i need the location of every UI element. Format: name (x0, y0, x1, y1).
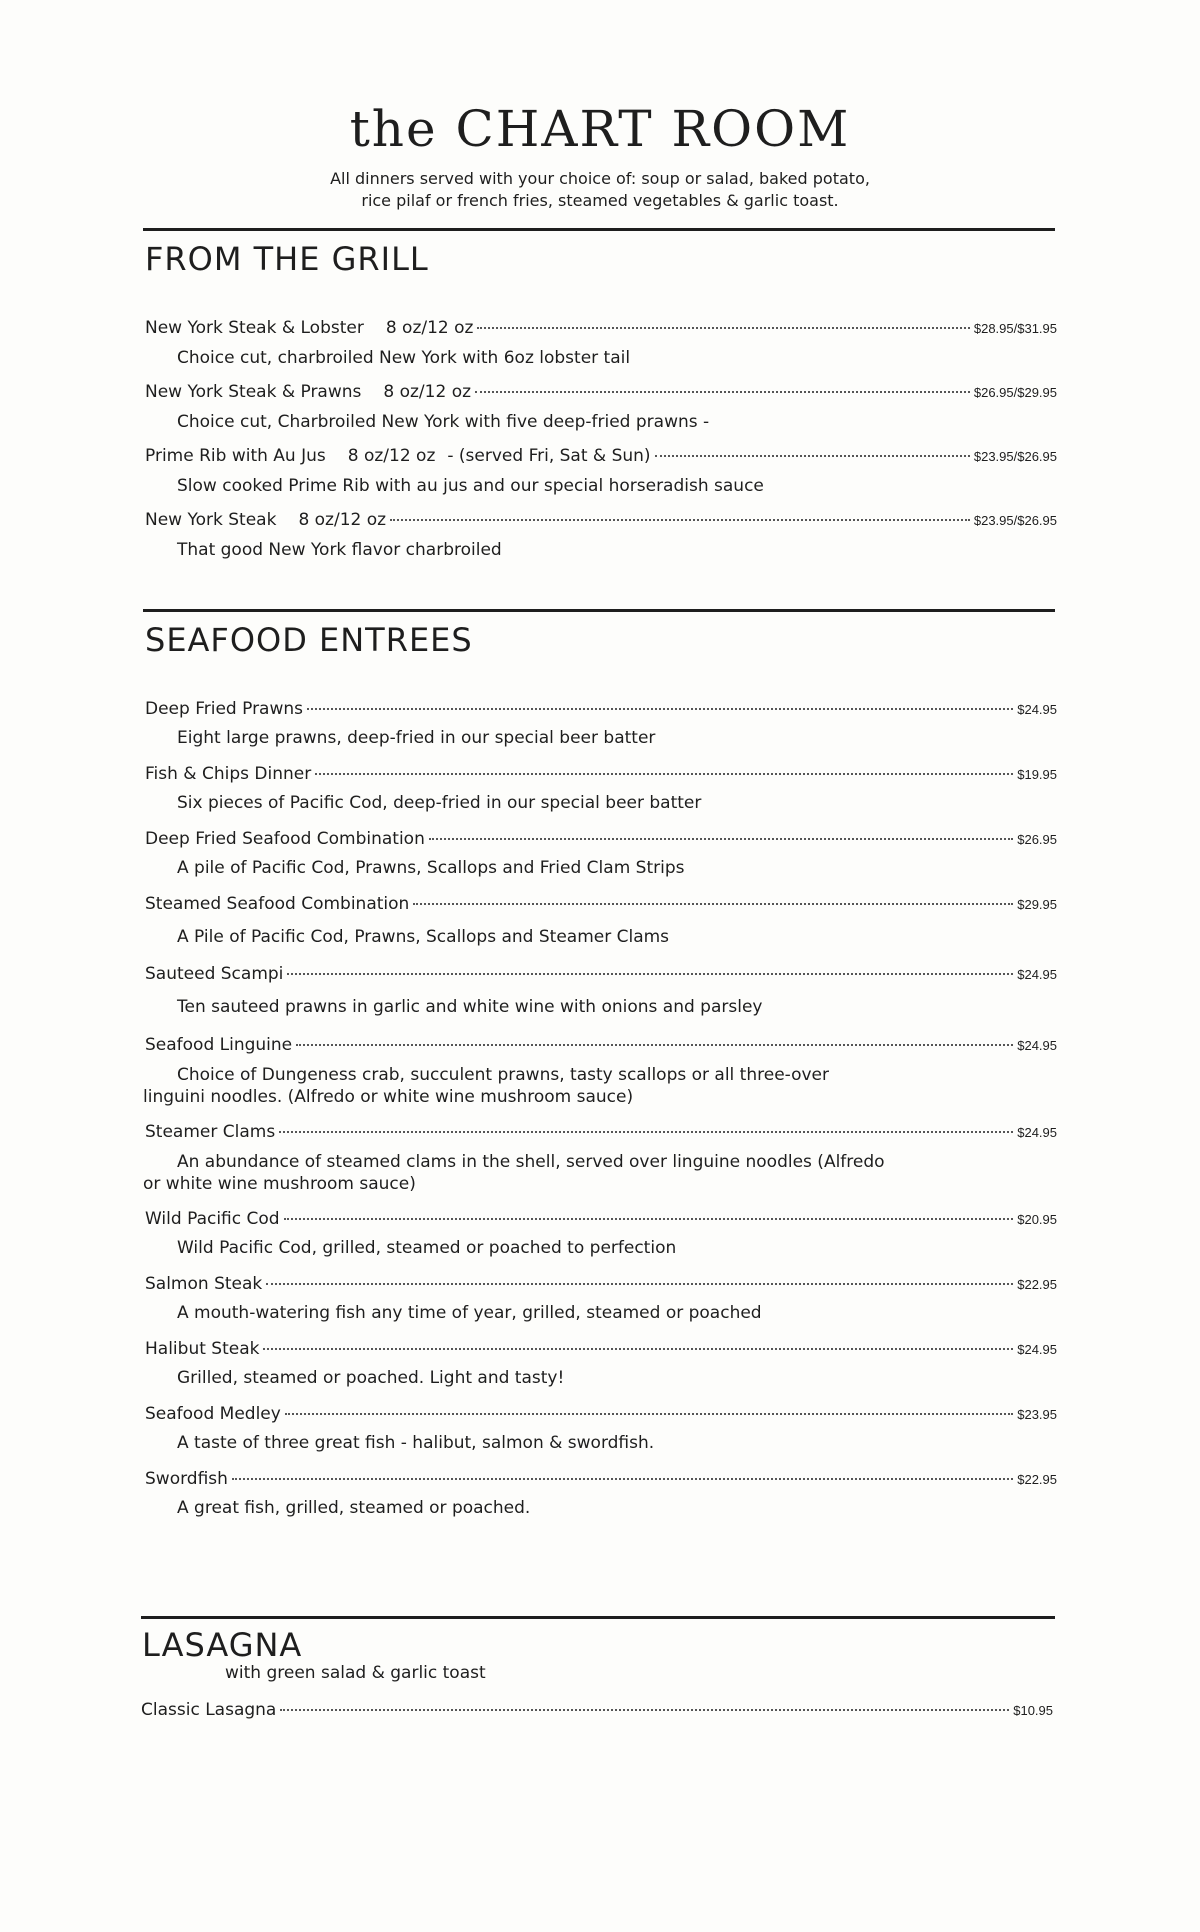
item-price: $26.95 (1017, 832, 1057, 847)
item-name: Salmon Steak (145, 1274, 263, 1294)
item-description: Six pieces of Pacific Cod, deep-fried in our special beer batter (177, 793, 702, 813)
item-description: Choice cut, Charbroiled New York with five deep-fried prawns - (177, 412, 710, 432)
subtitle-line-2: rice pilaf or french fries, steamed vegetables & garlic toast. (361, 191, 839, 210)
menu-item (145, 764, 1057, 784)
item-price: $22.95 (1017, 1472, 1057, 1487)
divider (143, 609, 1055, 612)
item-name: Seafood Medley (145, 1404, 281, 1424)
menu-item (145, 1339, 1057, 1359)
dot-leader (279, 1131, 1013, 1133)
item-description-continued: or white wine mushroom sauce) (143, 1174, 416, 1194)
item-name: Seafood Linguine (145, 1035, 293, 1055)
item-note: - (served Fri, Sat & Sun) (447, 446, 651, 466)
item-name: Wild Pacific Cod (145, 1209, 280, 1229)
item-name: New York Steak & Prawns (145, 382, 362, 402)
dot-leader (263, 1348, 1013, 1350)
dot-leader (475, 391, 970, 393)
dot-leader (266, 1283, 1013, 1285)
menu-item (145, 318, 1057, 338)
item-price: $24.95 (1017, 702, 1057, 717)
menu-item (145, 699, 1057, 719)
menu-item (141, 1700, 1053, 1720)
item-description: Choice of Dungeness crab, succulent prawns, tasty scallops or all three-over (177, 1065, 830, 1085)
section-title-grill: FROM THE GRILL (145, 240, 429, 278)
divider (141, 1616, 1055, 1619)
item-price: $19.95 (1017, 767, 1057, 782)
item-price: $28.95/$31.95 (973, 321, 1057, 336)
dot-leader (232, 1478, 1013, 1480)
menu-item (145, 829, 1057, 849)
item-name: New York Steak & Lobster (145, 318, 364, 338)
subtitle-line-1: All dinners served with your choice of: soup or salad, baked potato, (330, 169, 870, 188)
item-description: A mouth-watering fish any time of year, grilled, steamed or poached (177, 1303, 762, 1323)
item-name: Sauteed Scampi (145, 964, 284, 984)
dot-leader (287, 973, 1013, 975)
item-description: Slow cooked Prime Rib with au jus and our special horseradish sauce (177, 476, 764, 496)
dot-leader (296, 1044, 1013, 1046)
item-name: Fish & Chips Dinner (145, 764, 312, 784)
item-price: $23.95/$26.95 (973, 449, 1057, 464)
section-title-lasagna: LASAGNA (142, 1626, 303, 1664)
item-description: That good New York flavor charbroiled (177, 540, 502, 560)
section-note: with green salad & garlic toast (225, 1663, 486, 1683)
item-name: Swordfish (145, 1469, 228, 1489)
dot-leader (655, 455, 970, 457)
item-description: A great fish, grilled, steamed or poached. (177, 1498, 531, 1518)
item-name: Prime Rib with Au Jus (145, 446, 326, 466)
item-size: 8 oz/12 oz (385, 318, 474, 338)
menu-item (145, 894, 1057, 914)
menu-item (145, 1274, 1057, 1294)
menu-item (145, 1209, 1057, 1229)
dot-leader (284, 1218, 1014, 1220)
item-price: $20.95 (1017, 1212, 1057, 1227)
dot-leader (307, 708, 1013, 710)
menu-item (145, 446, 1057, 466)
dot-leader (413, 903, 1013, 905)
item-description: A pile of Pacific Cod, Prawns, Scallops and Fried Clam Strips (177, 858, 685, 878)
divider (143, 228, 1055, 231)
menu-item (145, 1122, 1057, 1142)
item-name: Halibut Steak (145, 1339, 260, 1359)
item-size: 8 oz/12 oz (347, 446, 436, 466)
restaurant-title: the CHART ROOM (349, 100, 851, 158)
item-description-continued: linguini noodles. (Alfredo or white wine mushroom sauce) (143, 1087, 634, 1107)
item-size: 8 oz/12 oz (298, 510, 387, 530)
item-price: $26.95/$29.95 (973, 385, 1057, 400)
item-name: Classic Lasagna (141, 1700, 277, 1720)
item-price: $29.95 (1017, 897, 1057, 912)
item-price: $23.95 (1017, 1407, 1057, 1422)
dot-leader (477, 327, 969, 329)
item-description: Wild Pacific Cod, grilled, steamed or poached to perfection (177, 1238, 677, 1258)
dot-leader (390, 519, 970, 521)
menu-item (145, 510, 1057, 530)
item-name: Steamer Clams (145, 1122, 276, 1142)
dot-leader (429, 838, 1013, 840)
item-description: Ten sauteed prawns in garlic and white wine with onions and parsley (177, 997, 763, 1017)
menu-item (145, 1035, 1057, 1055)
menu-item (145, 382, 1057, 402)
item-price: $10.95 (1013, 1703, 1053, 1718)
item-price: $24.95 (1017, 1038, 1057, 1053)
dot-leader (285, 1413, 1013, 1415)
item-name: Deep Fried Prawns (145, 699, 304, 719)
item-price: $24.95 (1017, 1125, 1057, 1140)
item-description: Choice cut, charbroiled New York with 6oz lobster tail (177, 348, 631, 368)
menu-item (145, 1469, 1057, 1489)
menu-item (145, 964, 1057, 984)
item-description: A taste of three great fish - halibut, salmon & swordfish. (177, 1433, 655, 1453)
item-price: $22.95 (1017, 1277, 1057, 1292)
dot-leader (315, 773, 1013, 775)
item-description: A Pile of Pacific Cod, Prawns, Scallops and Steamer Clams (177, 927, 670, 947)
item-name: Steamed Seafood Combination (145, 894, 410, 914)
item-name: New York Steak (145, 510, 277, 530)
item-price: $24.95 (1017, 967, 1057, 982)
item-price: $23.95/$26.95 (973, 513, 1057, 528)
item-size: 8 oz/12 oz (383, 382, 472, 402)
item-description: Grilled, steamed or poached. Light and tasty! (177, 1368, 565, 1388)
section-title-seafood: SEAFOOD ENTREES (145, 621, 473, 659)
item-name: Deep Fried Seafood Combination (145, 829, 425, 849)
dinner-includes-note (0, 168, 1200, 212)
menu-item (145, 1404, 1057, 1424)
item-price: $24.95 (1017, 1342, 1057, 1357)
dot-leader (280, 1709, 1009, 1711)
item-description: Eight large prawns, deep-fried in our special beer batter (177, 728, 656, 748)
item-description: An abundance of steamed clams in the shell, served over linguine noodles (Alfredo (177, 1152, 885, 1172)
